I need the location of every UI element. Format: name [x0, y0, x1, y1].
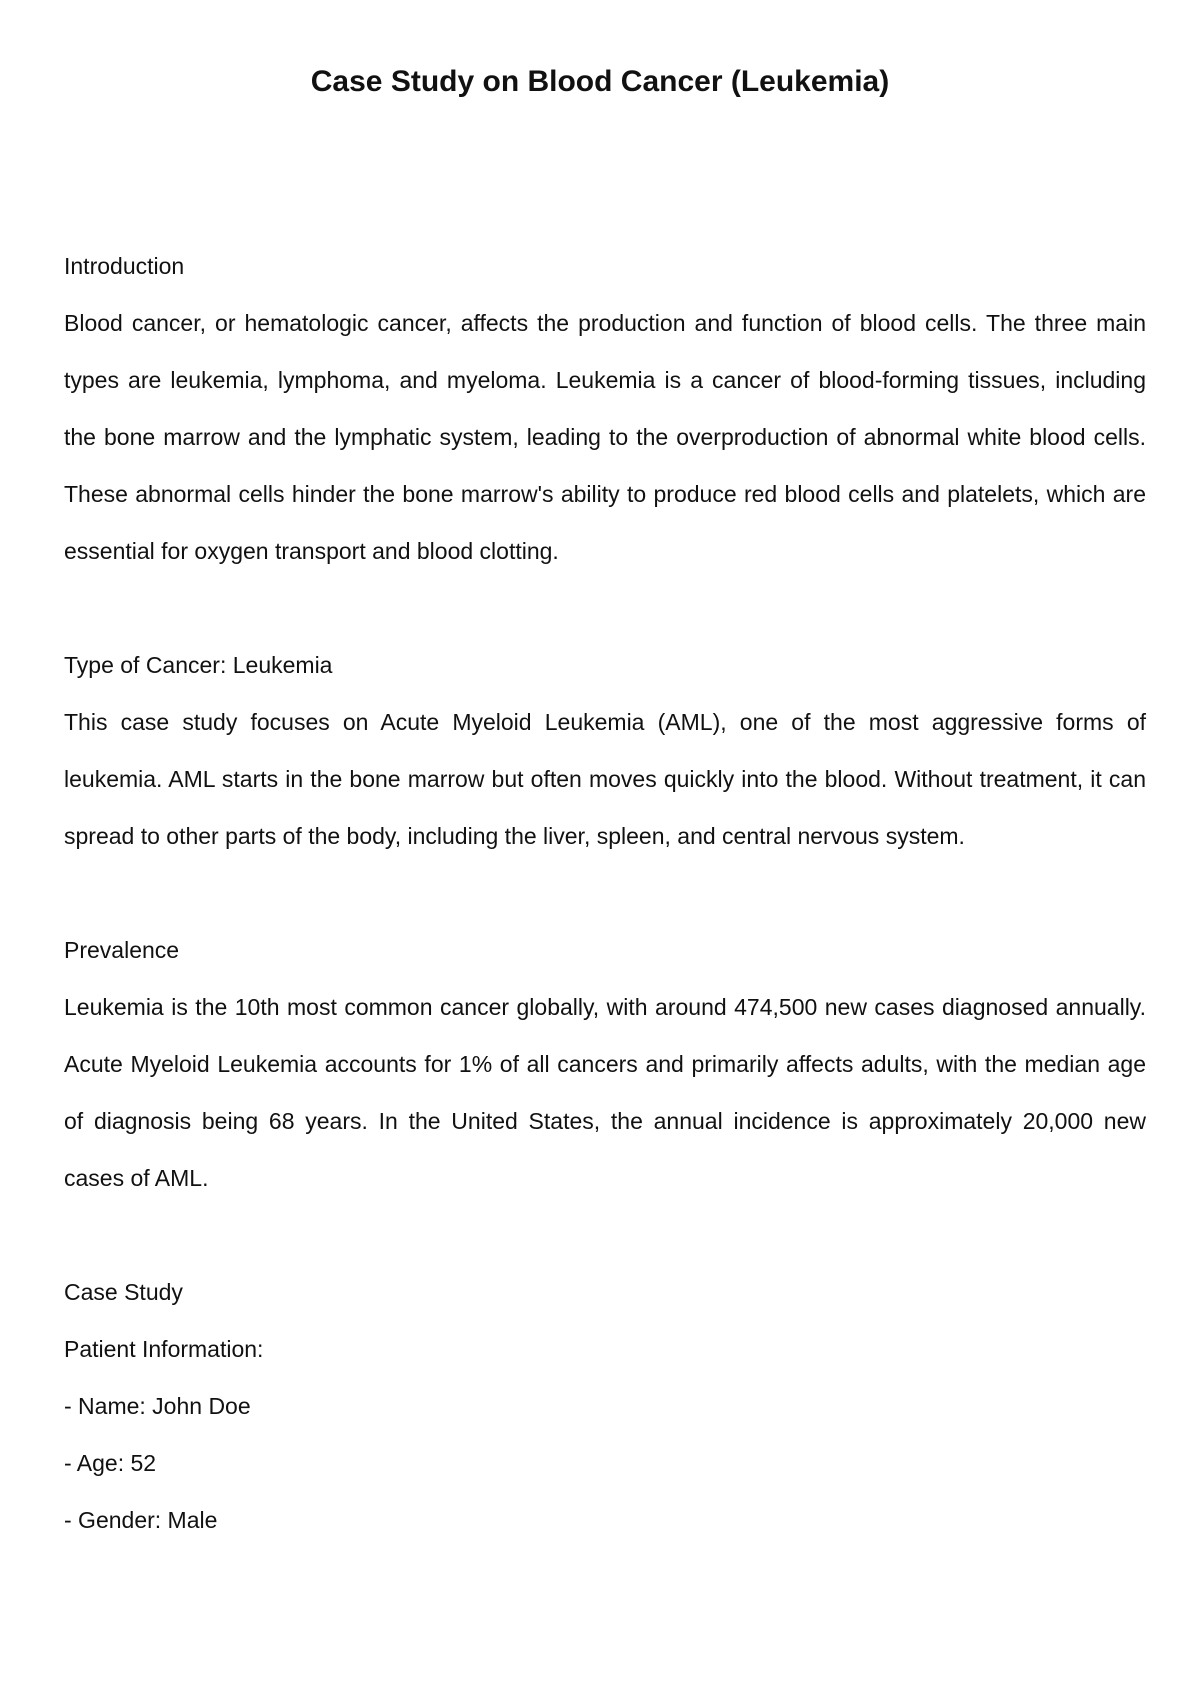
patient-info-list: [64, 1378, 1146, 1549]
section-heading-case-study: Case Study: [64, 1279, 183, 1305]
type-paragraph: This case study focuses on Acute Myeloid Leukemia (AML), one of the most aggressive forms of leukemia. AML starts in the bone marrow but often moves quickly into the blood. Without treatment, it can spread to other parts of the body, including the liver, spleen, and central nervous system.: [64, 709, 1146, 849]
section-case-study: [64, 1264, 1146, 1549]
patient-age-item: - Age: 52: [64, 1450, 157, 1476]
section-introduction: [64, 238, 1146, 580]
patient-name-item: - Name: John Doe: [64, 1393, 251, 1419]
patient-information-label: Patient Information:: [64, 1336, 264, 1362]
document-title: Case Study on Blood Cancer (Leukemia): [310, 65, 890, 98]
prevalence-paragraph: Leukemia is the 10th most common cancer globally, with around 474,500 new cases diagnosed annually. Acute Myeloid Leukemia accounts for 1% of all cancers and primarily affects adults, with the median age of diagnosis being 68 years. In the United States, the annual incidence is approximately 20,000 new cases of AML.: [64, 994, 1146, 1191]
introduction-paragraph: Blood cancer, or hematologic cancer, affects the production and function of blood cells. The three main types are leukemia, lymphoma, and myeloma. Leukemia is a cancer of blood-forming tissues, including the bone marrow and the lymphatic system, leading to the overproduction of abnormal white blood cells. These abnormal cells hinder the bone marrow's ability to produce red blood cells and platelets, which are essential for oxygen transport and blood clotting.: [64, 310, 1146, 564]
section-spacer: [64, 580, 1146, 637]
section-spacer: [64, 865, 1146, 922]
section-prevalence: [64, 922, 1146, 1207]
document-body: [64, 238, 1146, 1549]
section-spacer: [64, 1207, 1146, 1264]
section-heading-introduction: Introduction: [64, 253, 185, 279]
section-heading-type: Type of Cancer: Leukemia: [64, 652, 333, 678]
patient-gender-item: - Gender: Male: [64, 1507, 218, 1533]
section-heading-prevalence: Prevalence: [64, 937, 180, 963]
section-type-of-cancer: [64, 637, 1146, 865]
